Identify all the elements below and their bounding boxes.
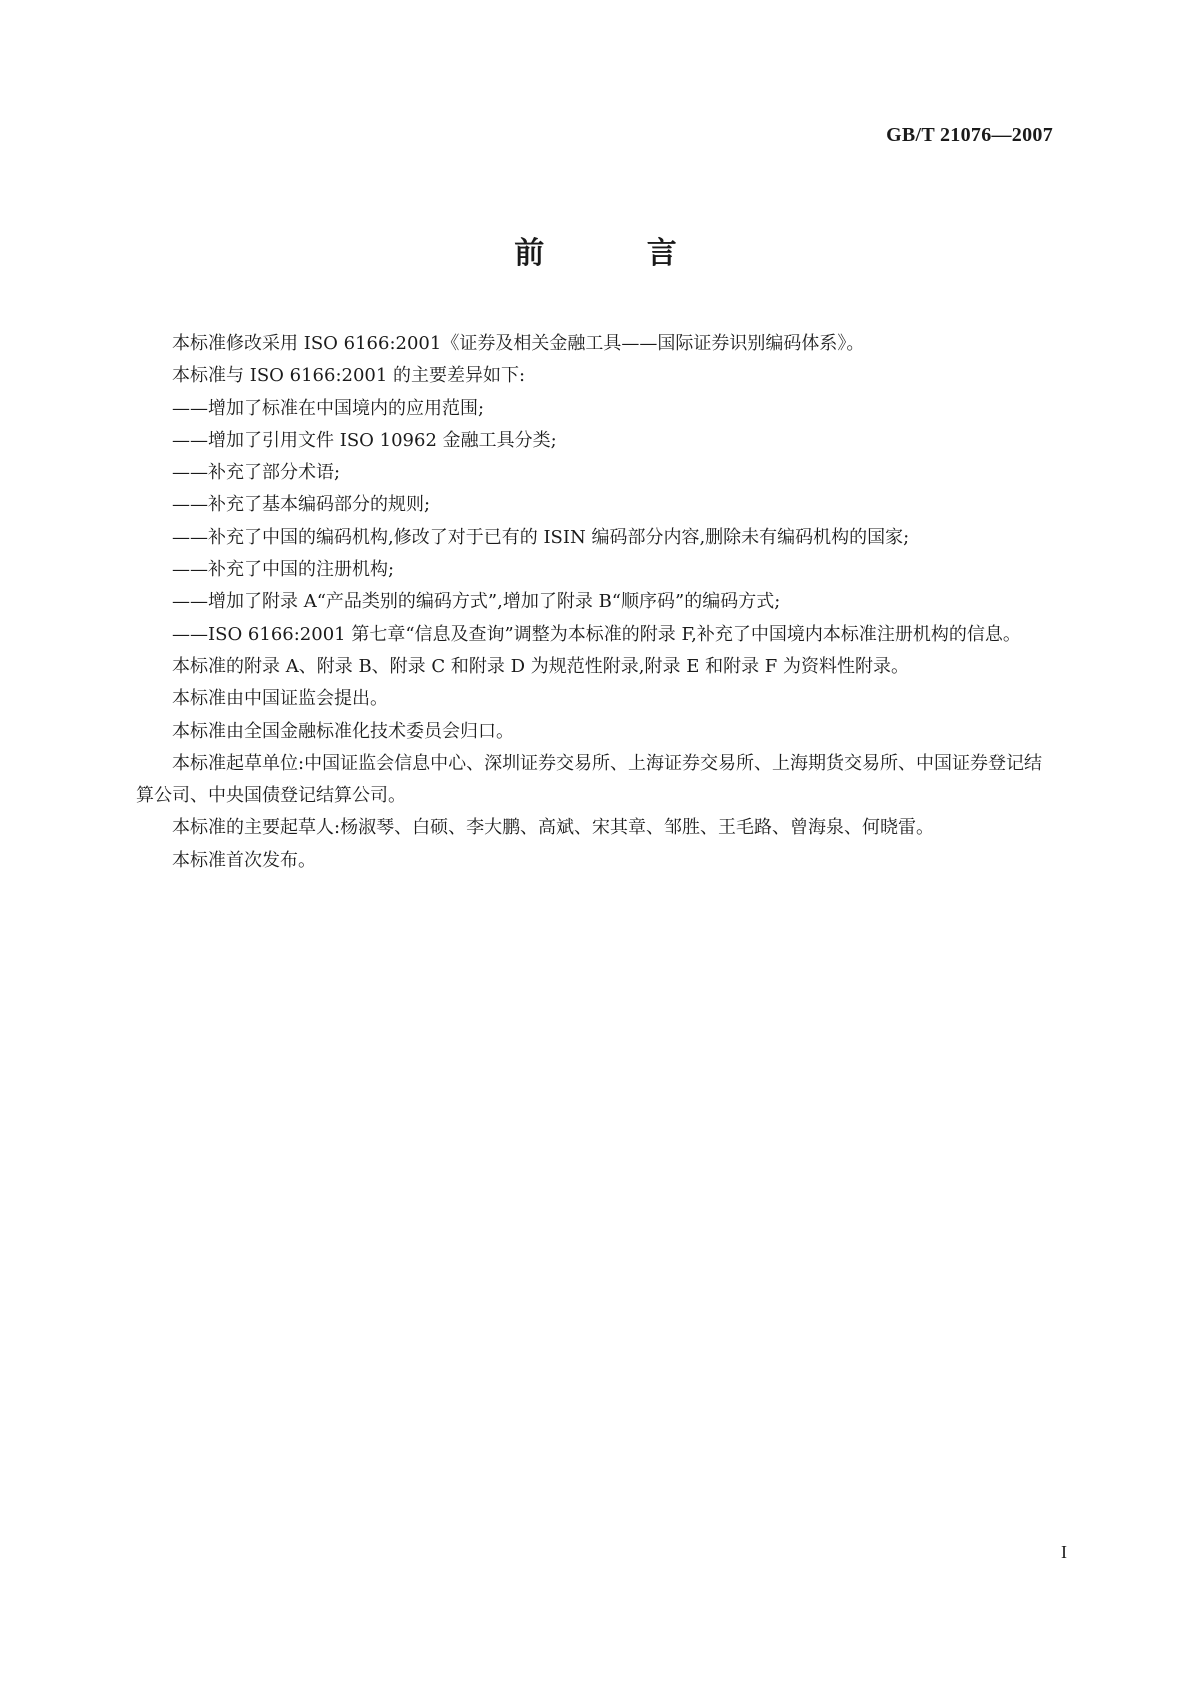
- paragraph: 本标准与 ISO 6166:2001 的主要差异如下:: [172, 365, 526, 387]
- differences-list: [136, 393, 1058, 651]
- page-number: I: [1061, 1542, 1067, 1562]
- paragraph: 本标准由全国金融标准化技术委员会归口。: [172, 720, 514, 742]
- list-item: ——补充了中国的编码机构,修改了对于已有的 ISIN 编码部分内容,删除未有编码机构的国家;: [172, 526, 910, 548]
- paragraph: 本标准首次发布。: [172, 849, 316, 871]
- list-item: ——增加了引用文件 ISO 10962 金融工具分类;: [172, 429, 557, 451]
- foreword-body: [136, 328, 1058, 877]
- list-item: ——增加了附录 A“产品类别的编码方式”,增加了附录 B“顺序码”的编码方式;: [172, 591, 781, 613]
- paragraph: 本标准的主要起草人:杨淑琴、白硕、李大鹏、高斌、宋其章、邹胜、王毛路、曾海泉、何晓雷。: [172, 817, 935, 839]
- list-item: ——补充了基本编码部分的规则;: [172, 494, 431, 516]
- list-item: ——增加了标准在中国境内的应用范围;: [172, 397, 485, 419]
- paragraph: 本标准的附录 A、附录 B、附录 C 和附录 D 为规范性附录,附录 E 和附录 F 为资料性附录。: [172, 655, 909, 677]
- paragraph: 本标准由中国证监会提出。: [172, 688, 388, 710]
- list-item: ——ISO 6166:2001 第七章“信息及查询”调整为本标准的附录 F,补充了中国境内本标准注册机构的信息。: [172, 623, 1021, 645]
- list-item: ——补充了中国的注册机构;: [172, 559, 395, 581]
- standard-number: GB/T 21076—2007: [886, 124, 1053, 146]
- list-item: ——补充了部分术语;: [172, 462, 341, 484]
- paragraph: 本标准修改采用 ISO 6166:2001《证券及相关金融工具——国际证券识别编码体系》。: [172, 333, 865, 354]
- paragraph: 本标准起草单位:中国证监会信息中心、深圳证券交易所、上海证券交易所、上海期货交易所、中国证券登记结算公司、中央国债登记结算公司。: [136, 752, 1043, 807]
- page-title: 前 言: [514, 236, 723, 271]
